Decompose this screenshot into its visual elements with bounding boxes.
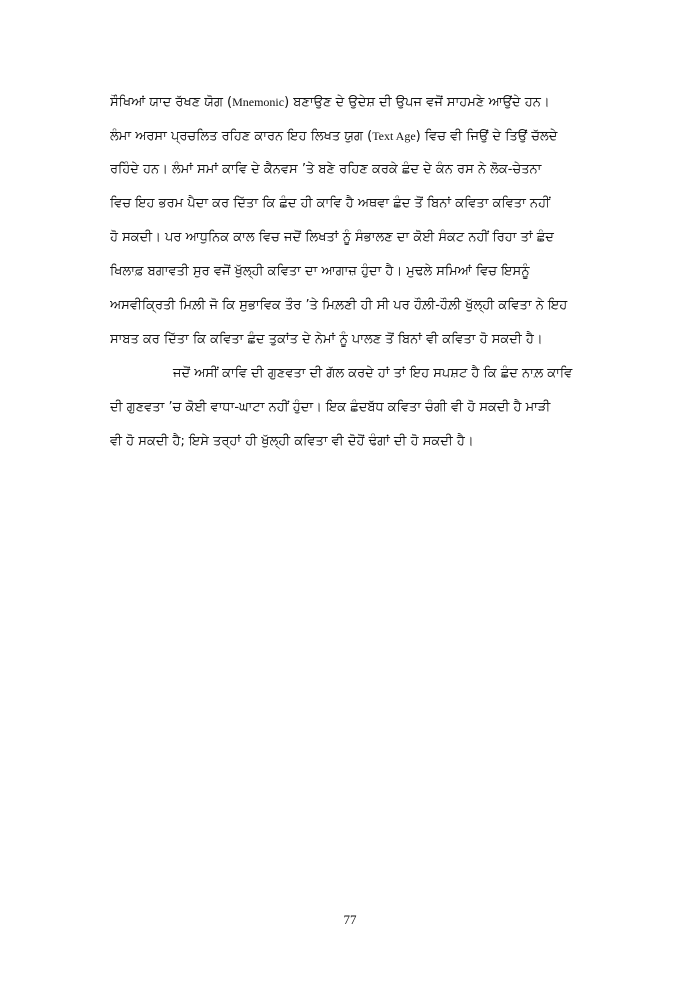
text-line [110, 363, 615, 397]
english-term: Mnemonic [232, 95, 285, 109]
text-span: ਦੀ ਗੁਣਵਤਾ ’ਚ ਕੋਈ ਵਾਧਾ-ਘਾਟਾ ਨਹੀਂ ਹੁੰਦਾ। ਇਕ ਛੰਦਬੱਧ ਕਵਿਤਾ ਚੰਗੀ ਵੀ ਹੋ ਸਕਦੀ ਹੈ ਮਾੜੀ [110, 400, 551, 415]
text-span: ਅਸਵੀਕ੍ਰਿਤੀ ਮਿਲ਼ੀ ਜੋ ਕਿ ਸੁਭਾਵਿਕ ਤੌਰ ’ਤੇ ਮਿਲ਼ਣੀ ਹੀ ਸੀ ਪਰ ਹੌਲ਼ੀ-ਹੌਲ਼ੀ ਖੁੱਲ੍ਹੀ ਕਵਿਤਾ ਨੇ ਇਹ [110, 298, 568, 313]
text-line [110, 125, 615, 159]
text-line [110, 397, 615, 431]
text-line [110, 159, 615, 193]
text-span: ਵਿਚ ਇਹ ਭਰਮ ਪੈਦਾ ਕਰ ਦਿੱਤਾ ਕਿ ਛੰਦ ਹੀ ਕਾਵਿ ਹੈ ਅਥਵਾ ਛੰਦ ਤੋਂ ਬਿਨਾਂ ਕਵਿਤਾ ਕਵਿਤਾ ਨਹੀਂ [110, 196, 550, 211]
text-span: ) ਵਿਚ ਵੀ ਜਿਉਂ ਦੇ ਤਿਉਂ ਚੱਲਦੇ [415, 129, 558, 144]
text-span: ਸਾਬਤ ਕਰ ਦਿੱਤਾ ਕਿ ਕਵਿਤਾ ਛੰਦ ਤੁਕਾਂਤ ਦੇ ਨੇਮਾਂ ਨੂੰ ਪਾਲਣ ਤੋਂ ਬਿਨਾਂ ਵੀ ਕਵਿਤਾ ਹੋ ਸਕਦੀ ਹੈ। [110, 332, 543, 347]
text-line [110, 431, 615, 465]
text-line [110, 295, 615, 329]
text-line [110, 261, 615, 295]
english-term: Text Age [372, 129, 416, 143]
text-line [110, 329, 615, 363]
text-line [110, 91, 615, 125]
text-span: ਵੀ ਹੋ ਸਕਦੀ ਹੈ; ਇਸੇ ਤਰ੍ਹਾਂ ਹੀ ਖੁੱਲ੍ਹੀ ਕਵਿਤਾ ਵੀ ਦੋਹੋਂ ਢੰਗਾਂ ਦੀ ਹੋ ਸਕਦੀ ਹੈ। [110, 434, 474, 449]
text-span: ਲੰਮਾ ਅਰਸਾ ਪ੍ਰਚਲਿਤ ਰਹਿਣ ਕਾਰਨ ਇਹ ਲਿਖਤ ਯੁਗ ( [110, 129, 373, 144]
text-span: ਖਿਲਾਫ਼ ਬਗਾਵਤੀ ਸੁਰ ਵਜੋਂ ਖੁੱਲ੍ਹੀ ਕਵਿਤਾ ਦਾ ਆਗਾਜ਼ ਹੁੰਦਾ ਹੈ। ਮੁਢਲੇ ਸਮਿਆਂ ਵਿਚ ਇਸਨੂੰ [110, 264, 530, 279]
text-span: ਜਦੋਂ ਅਸੀਂ ਕਾਵਿ ਦੀ ਗੁਣਵਤਾ ਦੀ ਗੱਲ ਕਰਦੇ ਹਾਂ ਤਾਂ ਇਹ ਸਪਸ਼ਟ ਹੈ ਕਿ ਛੰਦ ਨਾਲ਼ ਕਾਵਿ [173, 366, 573, 381]
text-line [110, 193, 615, 227]
body-text [110, 91, 615, 465]
text-span: ਹੋ ਸਕਦੀ। ਪਰ ਆਧੁਨਿਕ ਕਾਲ ਵਿਚ ਜਦੋਂ ਲਿਖਤਾਂ ਨੂੰ ਸੰਭਾਲਣ ਦਾ ਕੋਈ ਸੰਕਟ ਨਹੀਂ ਰਿਹਾ ਤਾਂ ਛੰਦ [110, 230, 554, 245]
page-number: 77 [343, 912, 357, 927]
text-span: ਸੌਖਿਆਂ ਯਾਦ ਰੱਖਣ ਯੋਗ ( [110, 95, 233, 110]
text-span: ) ਬਣਾਉਣ ਦੇ ਉਦੇਸ਼ ਦੀ ਉਪਜ ਵਜੋਂ ਸਾਹਮਣੇ ਆਉਂਦੇ ਹਨ। [284, 95, 550, 110]
text-line [110, 227, 615, 261]
text-span: ਰਹਿੰਦੇ ਹਨ। ਲੰਮਾਂ ਸਮਾਂ ਕਾਵਿ ਦੇ ਕੈਨਵਸ ’ਤੇ ਬਣੇ ਰਹਿਣ ਕਰਕੇ ਛੰਦ ਦੇ ਕੰਨ ਰਸ ਨੇ ਲੋਕ-ਚੇਤਨਾ [110, 162, 542, 177]
